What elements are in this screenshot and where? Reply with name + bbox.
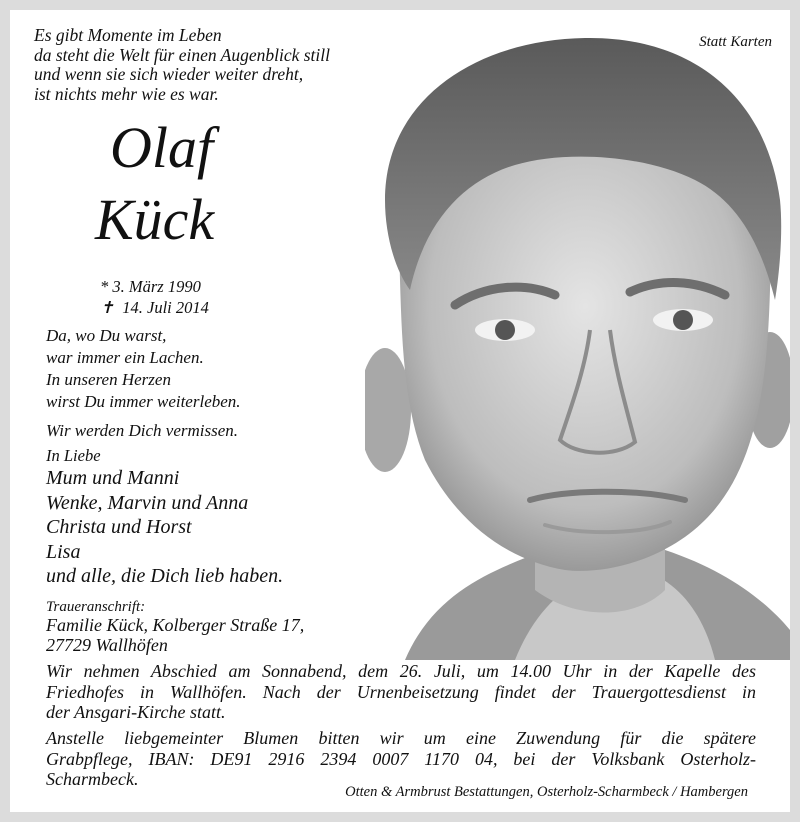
donation-line: Scharmbeck. <box>46 769 139 789</box>
service-line: Wir nehmen Abschied am Sonnabend, dem 26. Juli, um 14.00 Uhr in der Kapelle des <box>46 661 756 681</box>
donation-line: Grabpflege, IBAN: DE91 2916 2394 0007 1170 04, bei der Volksbank Osterholz- <box>46 748 756 769</box>
poem <box>46 325 241 413</box>
address-line: 27729 Wallhöfen <box>46 635 168 655</box>
family-line: und alle, die Dich lieb haben. <box>46 565 284 587</box>
death-date: 14. Juli 2014 <box>122 298 209 317</box>
family-line: Wenke, Marvin und Anna <box>46 491 249 514</box>
address-label: Traueranschrift: <box>46 599 146 615</box>
poem-line: In unseren Herzen <box>46 370 171 389</box>
motto-line: da steht die Welt für einen Augenblick still <box>34 44 330 65</box>
family-line: Christa und Horst <box>46 516 192 538</box>
portrait-photo <box>365 30 790 660</box>
dates <box>100 276 209 318</box>
address-line: Familie Kück, Kolberger Straße 17, <box>46 615 305 635</box>
service-line: der Ansgari-Kirche statt. <box>46 702 226 722</box>
address <box>46 615 304 655</box>
cross-icon: ✝ <box>100 298 114 317</box>
service-line: Friedhofes in Wallhöfen. Nach der Urnenbeisetzung findet der Trauergottesdienst in <box>46 681 756 702</box>
poem-line: war immer ein Lachen. <box>46 348 204 367</box>
family-list <box>46 466 283 589</box>
family-line: Mum und Manni <box>46 467 180 489</box>
undertaker: Otten & Armbrust Bestattungen, Osterholz-Scharmbeck / Hambergen <box>345 784 748 800</box>
family-line: Lisa <box>46 540 81 563</box>
service-paragraph <box>46 661 756 723</box>
in-liebe: In Liebe <box>46 446 101 465</box>
poem-line: wirst Du immer weiterleben. <box>46 392 241 411</box>
motto-line: ist nichts mehr wie es war. <box>34 83 219 104</box>
last-name: Kück <box>95 187 215 252</box>
motto-line: Es gibt Momente im Leben <box>34 25 222 45</box>
motto <box>34 26 330 104</box>
birth-date: * 3. März 1990 <box>100 277 201 296</box>
donation-paragraph <box>46 728 756 790</box>
obituary-notice <box>10 10 790 812</box>
death-row <box>100 297 209 318</box>
first-name: Olaf <box>110 115 214 180</box>
miss-line: Wir werden Dich vermissen. <box>46 421 239 440</box>
donation-line: Anstelle liebgemeinter Blumen bitten wir um eine Zuwendung für die spätere <box>46 728 756 748</box>
poem-line: Da, wo Du warst, <box>46 326 167 345</box>
motto-line: und wenn sie sich wieder weiter dreht, <box>34 64 304 84</box>
statt-karten: Statt Karten <box>699 34 772 50</box>
